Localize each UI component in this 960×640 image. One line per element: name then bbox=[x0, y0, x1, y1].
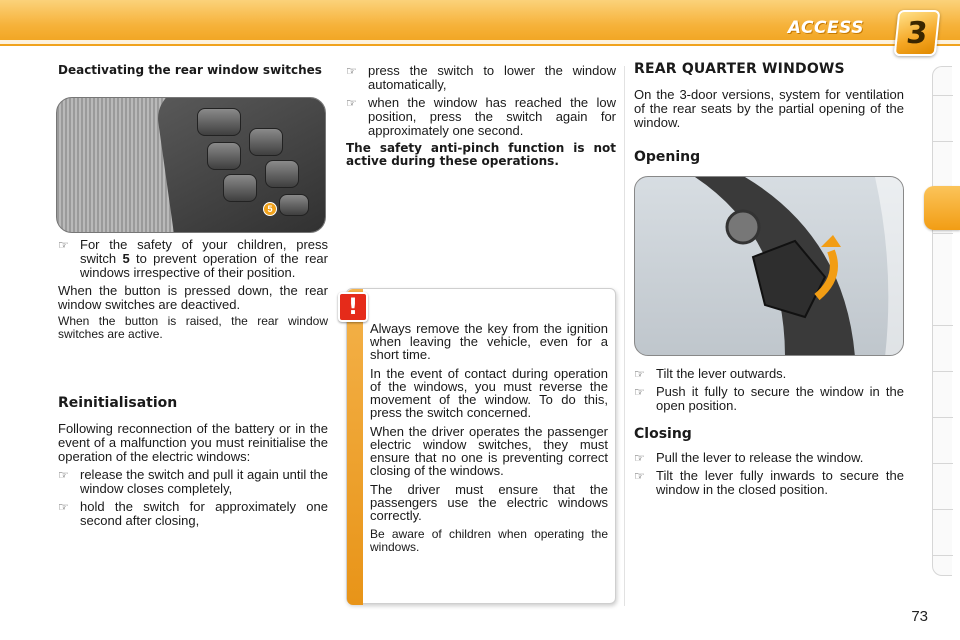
tab-divider bbox=[933, 325, 953, 326]
chapter-tab-strip bbox=[932, 66, 952, 576]
middle-text bbox=[346, 64, 616, 168]
pointing-hand-icon: ☞ bbox=[634, 451, 645, 465]
tab-divider bbox=[933, 141, 953, 142]
rear-quarter-intro: On the 3-door versions, system for ventilation of the rear seats by the partial opening of the window. bbox=[634, 87, 904, 130]
pointing-hand-icon: ☞ bbox=[634, 367, 645, 381]
warning-paragraph: When the driver operates the passenger electric window switches, they must ensure that no one is preventing correct closing of the windows. bbox=[370, 424, 608, 478]
pressed-paragraph: When the button is pressed down, the rear window switches are deactived. bbox=[58, 283, 328, 312]
warning-paragraph: The driver must ensure that the passengers use the electric windows correctly. bbox=[370, 482, 608, 523]
list-item: ☞ Tilt the lever fully inwards to secure the window in the closed position. bbox=[634, 468, 904, 497]
chapter-tab-active[interactable] bbox=[924, 186, 960, 230]
pointing-hand-icon: ☞ bbox=[58, 500, 69, 514]
list-item: ☞ hold the switch for approximately one second after closing, bbox=[58, 499, 328, 528]
warning-paragraph-last: Be aware of children when operating the windows. bbox=[370, 527, 608, 554]
list-item: ☞ when the window has reached the low position, press the switch again for approximately one second. bbox=[346, 95, 616, 138]
pointing-hand-icon: ☞ bbox=[346, 96, 357, 110]
warning-icon: ! bbox=[338, 292, 368, 322]
pointing-hand-icon: ☞ bbox=[58, 238, 69, 252]
window-lever-illustration bbox=[635, 177, 904, 356]
rear-quarter-heading: REAR QUARTER WINDOWS bbox=[634, 61, 845, 77]
list-item: ☞ For the safety of your children, press switch 5 to prevent operation of the rear windows irrespective of their position. bbox=[58, 237, 328, 280]
window-switch bbox=[207, 142, 241, 170]
window-switch bbox=[223, 174, 257, 202]
list-item: ☞ press the switch to lower the window automatically, bbox=[346, 63, 616, 92]
list-item: ☞ release the switch and pull it again until the window closes completely, bbox=[58, 467, 328, 496]
chapter-number-badge bbox=[894, 10, 941, 56]
pointing-hand-icon: ☞ bbox=[58, 468, 69, 482]
pointing-hand-icon: ☞ bbox=[634, 469, 645, 483]
tab-divider bbox=[933, 371, 953, 372]
list-item: ☞ Tilt the lever outwards. bbox=[634, 366, 787, 381]
child-lock-switch bbox=[279, 194, 309, 216]
page-header bbox=[0, 0, 960, 46]
chapter-number: 3 bbox=[904, 15, 930, 51]
pointing-hand-icon: ☞ bbox=[634, 385, 645, 399]
warning-bar bbox=[347, 289, 363, 605]
rear-quarter-block bbox=[634, 62, 904, 164]
header-stripe bbox=[0, 40, 960, 44]
deactivate-heading-block bbox=[58, 64, 328, 77]
warning-text bbox=[370, 322, 608, 560]
reinit-heading: Reinitialisation bbox=[58, 395, 178, 411]
window-switch bbox=[265, 160, 299, 188]
tab-divider bbox=[933, 95, 953, 96]
raised-paragraph: When the button is raised, the rear window switches are active. bbox=[58, 314, 328, 341]
pointing-hand-icon: ☞ bbox=[346, 64, 357, 78]
antipinch-note: The safety anti-pinch function is not active during these operations. bbox=[346, 141, 616, 168]
tab-divider bbox=[933, 509, 953, 510]
mirror-control bbox=[197, 108, 241, 136]
tab-divider bbox=[933, 555, 953, 556]
opening-heading: Opening bbox=[634, 149, 701, 165]
warning-paragraph: In the event of contact during operation of the windows, you must reverse the movement of the window. To do this, press the switch concerned. bbox=[370, 366, 608, 420]
warning-paragraph: Always remove the key from the ignition when leaving the vehicle, even for a short time. bbox=[370, 321, 608, 362]
reinit-block bbox=[58, 396, 328, 532]
window-switch bbox=[249, 128, 283, 156]
tab-divider bbox=[933, 233, 953, 234]
deactivate-heading: Deactivating the rear window switches bbox=[58, 63, 322, 77]
page-number: 73 bbox=[911, 608, 928, 625]
opening-text bbox=[634, 367, 904, 501]
tab-divider bbox=[933, 463, 953, 464]
column-divider bbox=[624, 66, 625, 606]
rear-window-switch-image bbox=[56, 97, 326, 233]
deactivate-text bbox=[58, 238, 328, 344]
rear-quarter-window-image bbox=[634, 176, 904, 356]
section-title: ACCESS bbox=[787, 18, 864, 38]
closing-heading: Closing bbox=[634, 426, 692, 442]
list-item: ☞ Pull the lever to release the window. bbox=[634, 450, 864, 465]
tab-divider bbox=[933, 417, 953, 418]
switch-5-label: 5 bbox=[263, 202, 277, 216]
list-item: ☞ Push it fully to secure the window in the open position. bbox=[634, 384, 904, 413]
reinit-paragraph: Following reconnection of the battery or in the event of a malfunction you must reinitialise the operation of the electric windows: bbox=[58, 421, 328, 464]
